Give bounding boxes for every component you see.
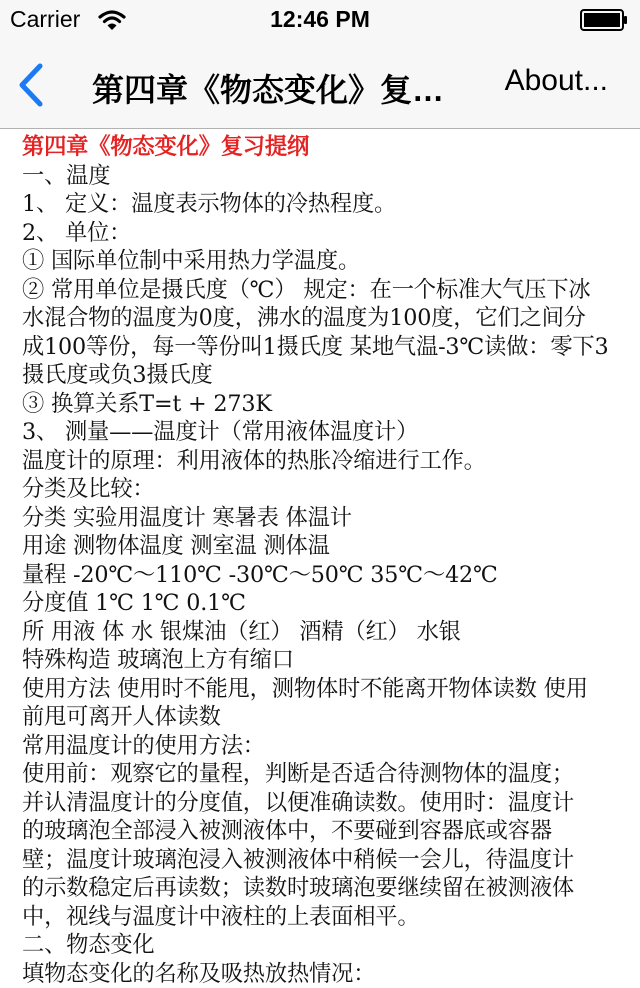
document-line: 壁；温度计玻璃泡浸入被测液体中稍候一会儿，待温度计	[22, 846, 624, 875]
document-line: 中，视线与温度计中液柱的上表面相平。	[22, 903, 624, 932]
document-line: 常用温度计的使用方法：	[22, 732, 624, 761]
document-line: 1、 定义：温度表示物体的冷热程度。	[22, 190, 624, 219]
about-button[interactable]: About...	[505, 64, 608, 98]
carrier-label: Carrier	[10, 6, 80, 33]
document-line: 的玻璃泡全部浸入被测液体中，不要碰到容器底或容器	[22, 817, 624, 846]
document-line: 特殊构造 玻璃泡上方有缩口	[22, 646, 624, 675]
document-line: 使用方法 使用时不能甩，测物体时不能离开物体读数 使用	[22, 675, 624, 704]
document-line: 使用前：观察它的量程，判断是否适合待测物体的温度；	[22, 760, 624, 789]
document-scroll-view[interactable]	[0, 128, 640, 960]
battery-icon	[580, 9, 628, 31]
document-line: 摄氏度或负3摄氏度	[22, 361, 624, 390]
document-line: 温度计的原理：利用液体的热胀冷缩进行工作。	[22, 447, 624, 476]
back-button[interactable]	[10, 58, 60, 114]
document-line: 一、温度	[22, 162, 624, 191]
document-body	[22, 133, 630, 988]
document-line: 分类 实验用温度计 寒暑表 体温计	[22, 504, 624, 533]
chevron-left-icon	[10, 58, 60, 114]
document-line: 水混合物的温度为0度，沸水的温度为100度，它们之间分	[22, 304, 624, 333]
document-line: 成100等份，每一等份叫1摄氏度 某地气温-3℃读做：零下3	[22, 333, 624, 362]
document-line: 分类及比较：	[22, 475, 624, 504]
document-line: 并认清温度计的分度值，以便准确读数。使用时：温度计	[22, 789, 624, 818]
document-line: 3、 测量——温度计（常用液体温度计）	[22, 418, 624, 447]
document-line: 所 用液 体 水 银煤油（红） 酒精（红） 水银	[22, 618, 624, 647]
document-line: 量程 -20℃～110℃ -30℃～50℃ 35℃～42℃	[22, 561, 624, 590]
document-line: ③ 换算关系T=t + 273K	[22, 390, 624, 419]
document-line: 前甩可离开人体读数	[22, 703, 624, 732]
status-bar	[0, 0, 640, 40]
document-line: 2、 单位：	[22, 219, 624, 248]
document-line: 二、物态变化	[22, 931, 624, 960]
document-line: 的示数稳定后再读数；读数时玻璃泡要继续留在被测液体	[22, 874, 624, 903]
document-line: 分度值 1℃ 1℃ 0.1℃	[22, 589, 624, 618]
document-title: 第四章《物态变化》复习提纲	[22, 133, 624, 162]
document-line: ① 国际单位制中采用热力学温度。	[22, 247, 624, 276]
document-line: 用途 测物体温度 测室温 测体温	[22, 532, 624, 561]
clock: 12:46 PM	[0, 6, 640, 33]
document-line: 填物态变化的名称及吸热放热情况：	[22, 960, 624, 988]
document-line: ② 常用单位是摄氏度（℃） 规定：在一个标准大气压下冰	[22, 276, 624, 305]
navigation-bar	[0, 40, 640, 129]
nav-title: 第四章《物态变化》复…	[92, 65, 472, 105]
